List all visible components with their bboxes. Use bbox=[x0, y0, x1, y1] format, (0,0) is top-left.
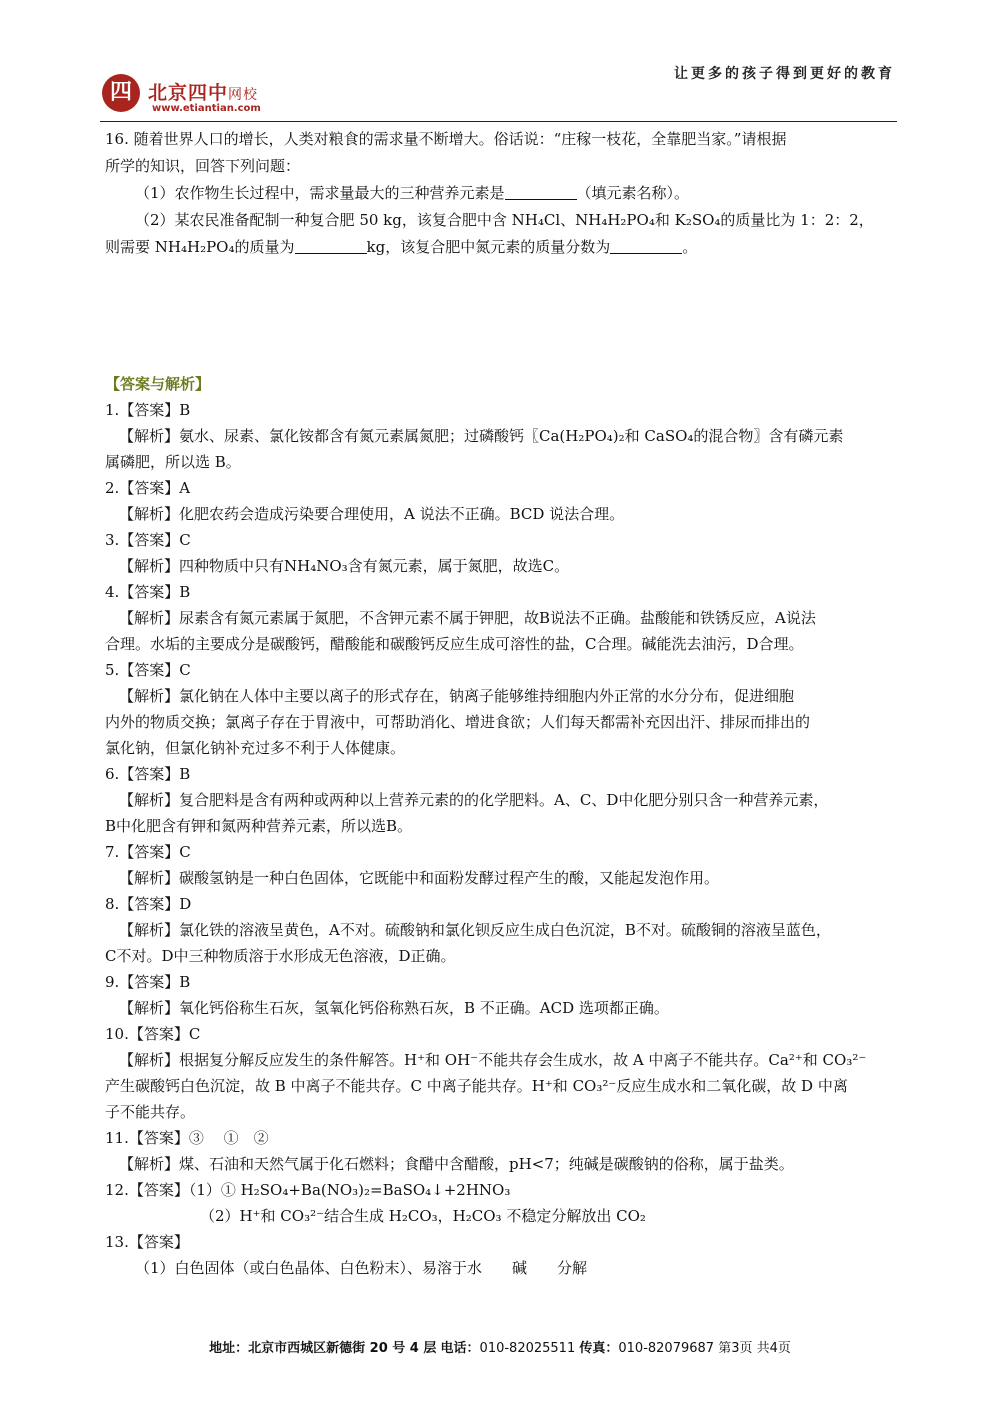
question-text: 则需要 NH₄H₂PO₄的质量为 bbox=[105, 238, 295, 256]
explanation-line: 氯化钠，但氯化钠补充过多不利于人体健康。 bbox=[105, 739, 406, 757]
explanation-line: 【解析】氨水、尿素、氯化铵都含有氮元素属氮肥；过磷酸钙〖Ca(H₂PO₄)₂和 CaSO₄的混合物〗含有磷元素 bbox=[119, 427, 844, 445]
spacer bbox=[105, 261, 895, 371]
question-16 bbox=[105, 126, 895, 261]
answer-line: （1）白色固体（或白色晶体、白色粉末）、易溶于水 碱 分解 bbox=[135, 1259, 588, 1277]
explanation-line: 【解析】氯化铁的溶液呈黄色，A不对。硫酸钠和氯化钡反应生成白色沉淀，B不对。硫酸铜的溶液呈蓝色， bbox=[119, 921, 831, 939]
explanation-line: 子不能共存。 bbox=[105, 1103, 196, 1121]
answer-13 bbox=[105, 1229, 895, 1281]
question-text: kg，该复合肥中氮元素的质量分数为 bbox=[366, 238, 611, 256]
question-part-1 bbox=[105, 180, 895, 207]
footer-phone: 010-82025511 bbox=[479, 1341, 576, 1356]
explanation-line: 【解析】化肥农药会造成污染要合理使用，A 说法不正确。BCD 说法合理。 bbox=[119, 505, 625, 523]
answer-line: 8.【答案】D bbox=[105, 895, 192, 913]
answer-item bbox=[105, 839, 895, 891]
page-footer bbox=[0, 1337, 1000, 1356]
header-slogan: 让更多的孩子得到更好的教育 bbox=[674, 66, 895, 82]
question-part-2: （2）某农民准备配制一种复合肥 50 kg，该复合肥中含 NH₄Cl、NH₄H₂PO₄和 K₂SO₄的质量比为 1：2：2， bbox=[135, 211, 874, 229]
answer-item bbox=[105, 475, 895, 527]
answer-12 bbox=[105, 1177, 895, 1229]
explanation-line: 【解析】四种物质中只有NH₄NO₃含有氮元素，属于氮肥，故选C。 bbox=[119, 557, 570, 575]
page-content bbox=[105, 126, 895, 1281]
explanation-line: 【解析】复合肥料是含有两种或两种以上营养元素的的化学肥料。A、C、D中化肥分别只含一种营养元素， bbox=[119, 791, 829, 809]
answer-line: 11.【答案】③ ① ② bbox=[105, 1129, 269, 1147]
footer-fax: 010-82079687 bbox=[618, 1341, 715, 1356]
explanation-line: 【解析】碳酸氢钠是一种白色固体，它既能中和面粉发酵过程产生的酸，又能起发泡作用。 bbox=[119, 869, 720, 887]
explanation-line: 【解析】尿素含有氮元素属于氮肥，不含钾元素不属于钾肥，故B说法不正确。盐酸能和铁锈反应，A说法 bbox=[119, 609, 816, 627]
answer-blank bbox=[505, 185, 577, 200]
school-name-main: 北京四中 bbox=[148, 82, 229, 104]
answer-line: 7.【答案】C bbox=[105, 843, 191, 861]
footer-phone-label: 电话： bbox=[440, 1341, 480, 1356]
explanation-line: 【解析】根据复分解反应发生的条件解答。H⁺和 OH⁻不能共存会生成水，故 A 中离子不能共存。Ca²⁺和 CO₃²⁻ bbox=[119, 1051, 867, 1069]
answer-item bbox=[105, 527, 895, 579]
answer-item bbox=[105, 969, 895, 1021]
answer-item bbox=[105, 579, 895, 657]
answer-line: 2.【答案】A bbox=[105, 479, 191, 497]
question-text: （填元素名称）。 bbox=[576, 184, 690, 202]
explanation-line: C不对。D中三种物质溶于水形成无色溶液，D正确。 bbox=[105, 947, 456, 965]
answer-line: 4.【答案】B bbox=[105, 583, 191, 601]
answer-line: 6.【答案】B bbox=[105, 765, 191, 783]
footer-fax-label: 传真： bbox=[579, 1341, 619, 1356]
question-part-2-cont bbox=[105, 234, 895, 261]
school-name bbox=[148, 78, 258, 105]
question-line: 16. 随着世界人口的增长，人类对粮食的需求量不断增大。俗话说：“庄稼一枝花，全靠肥当家。”请根据 bbox=[105, 130, 787, 148]
answers-list bbox=[105, 397, 895, 1177]
explanation-line: 合理。水垢的主要成分是碳酸钙，醋酸能和碳酸钙反应生成可溶性的盐，C合理。碱能洗去油污，D合理。 bbox=[105, 635, 804, 653]
explanation-line: 产生碳酸钙白色沉淀，故 B 中离子不能共存。C 中离子能共存。H⁺和 CO₃²⁻反应生成水和二氧化碳，故 D 中离 bbox=[105, 1077, 848, 1095]
answer-line: 5.【答案】C bbox=[105, 661, 191, 679]
answer-line: 10.【答案】C bbox=[105, 1025, 201, 1043]
footer-address: 北京市西城区新德街 20 号 4 层 bbox=[248, 1341, 437, 1356]
explanation-line: 属磷肥，所以选 B。 bbox=[105, 453, 241, 471]
question-text: 。 bbox=[682, 238, 698, 256]
explanation-line: B中化肥含有钾和氮两种营养元素，所以选B。 bbox=[105, 817, 413, 835]
answer-item bbox=[105, 657, 895, 761]
question-text: （1）农作物生长过程中，需求量最大的三种营养元素是 bbox=[135, 184, 505, 202]
school-name-sub: 网校 bbox=[228, 87, 259, 103]
header-rule bbox=[100, 121, 897, 122]
page-header bbox=[100, 58, 897, 122]
school-logo-icon: 四 bbox=[102, 74, 140, 112]
answer-item bbox=[105, 1021, 895, 1125]
footer-page-number: 第3页 共4页 bbox=[718, 1341, 791, 1356]
answer-item bbox=[105, 1125, 895, 1177]
answer-line: 3.【答案】C bbox=[105, 531, 191, 549]
answer-line: 13.【答案】 bbox=[105, 1233, 189, 1251]
explanation-line: 【解析】氧化钙俗称生石灰，氢氧化钙俗称熟石灰，B 不正确。ACD 选项都正确。 bbox=[119, 999, 669, 1017]
answer-item bbox=[105, 891, 895, 969]
answers-title: 【答案与解析】 bbox=[105, 375, 211, 393]
answer-line: 1.【答案】B bbox=[105, 401, 191, 419]
answer-line: 12.【答案】（1）① H₂SO₄+Ba(NO₃)₂=BaSO₄↓+2HNO₃ bbox=[105, 1181, 511, 1199]
answer-item bbox=[105, 761, 895, 839]
answer-blank bbox=[295, 239, 367, 254]
school-url: www.etiantian.com bbox=[152, 103, 261, 114]
answer-line: 9.【答案】B bbox=[105, 973, 191, 991]
answer-blank bbox=[610, 239, 682, 254]
answer-item bbox=[105, 397, 895, 475]
footer-address-label: 地址： bbox=[209, 1341, 249, 1356]
explanation-line: 【解析】煤、石油和天然气属于化石燃料；食醋中含醋酸，pH<7；纯碱是碳酸钠的俗称，属于盐类。 bbox=[119, 1155, 794, 1173]
question-line: 所学的知识，回答下列问题： bbox=[105, 157, 301, 175]
explanation-line: 内外的物质交换；氯离子存在于胃液中，可帮助消化、增进食欲；人们每天都需补充因出汗、排尿而排出的 bbox=[105, 713, 811, 731]
answer-line: （2）H⁺和 CO₃²⁻结合生成 H₂CO₃，H₂CO₃ 不稳定分解放出 CO₂ bbox=[200, 1207, 646, 1225]
explanation-line: 【解析】氯化钠在人体中主要以离子的形式存在，钠离子能够维持细胞内外正常的水分分布，促进细胞 bbox=[119, 687, 795, 705]
